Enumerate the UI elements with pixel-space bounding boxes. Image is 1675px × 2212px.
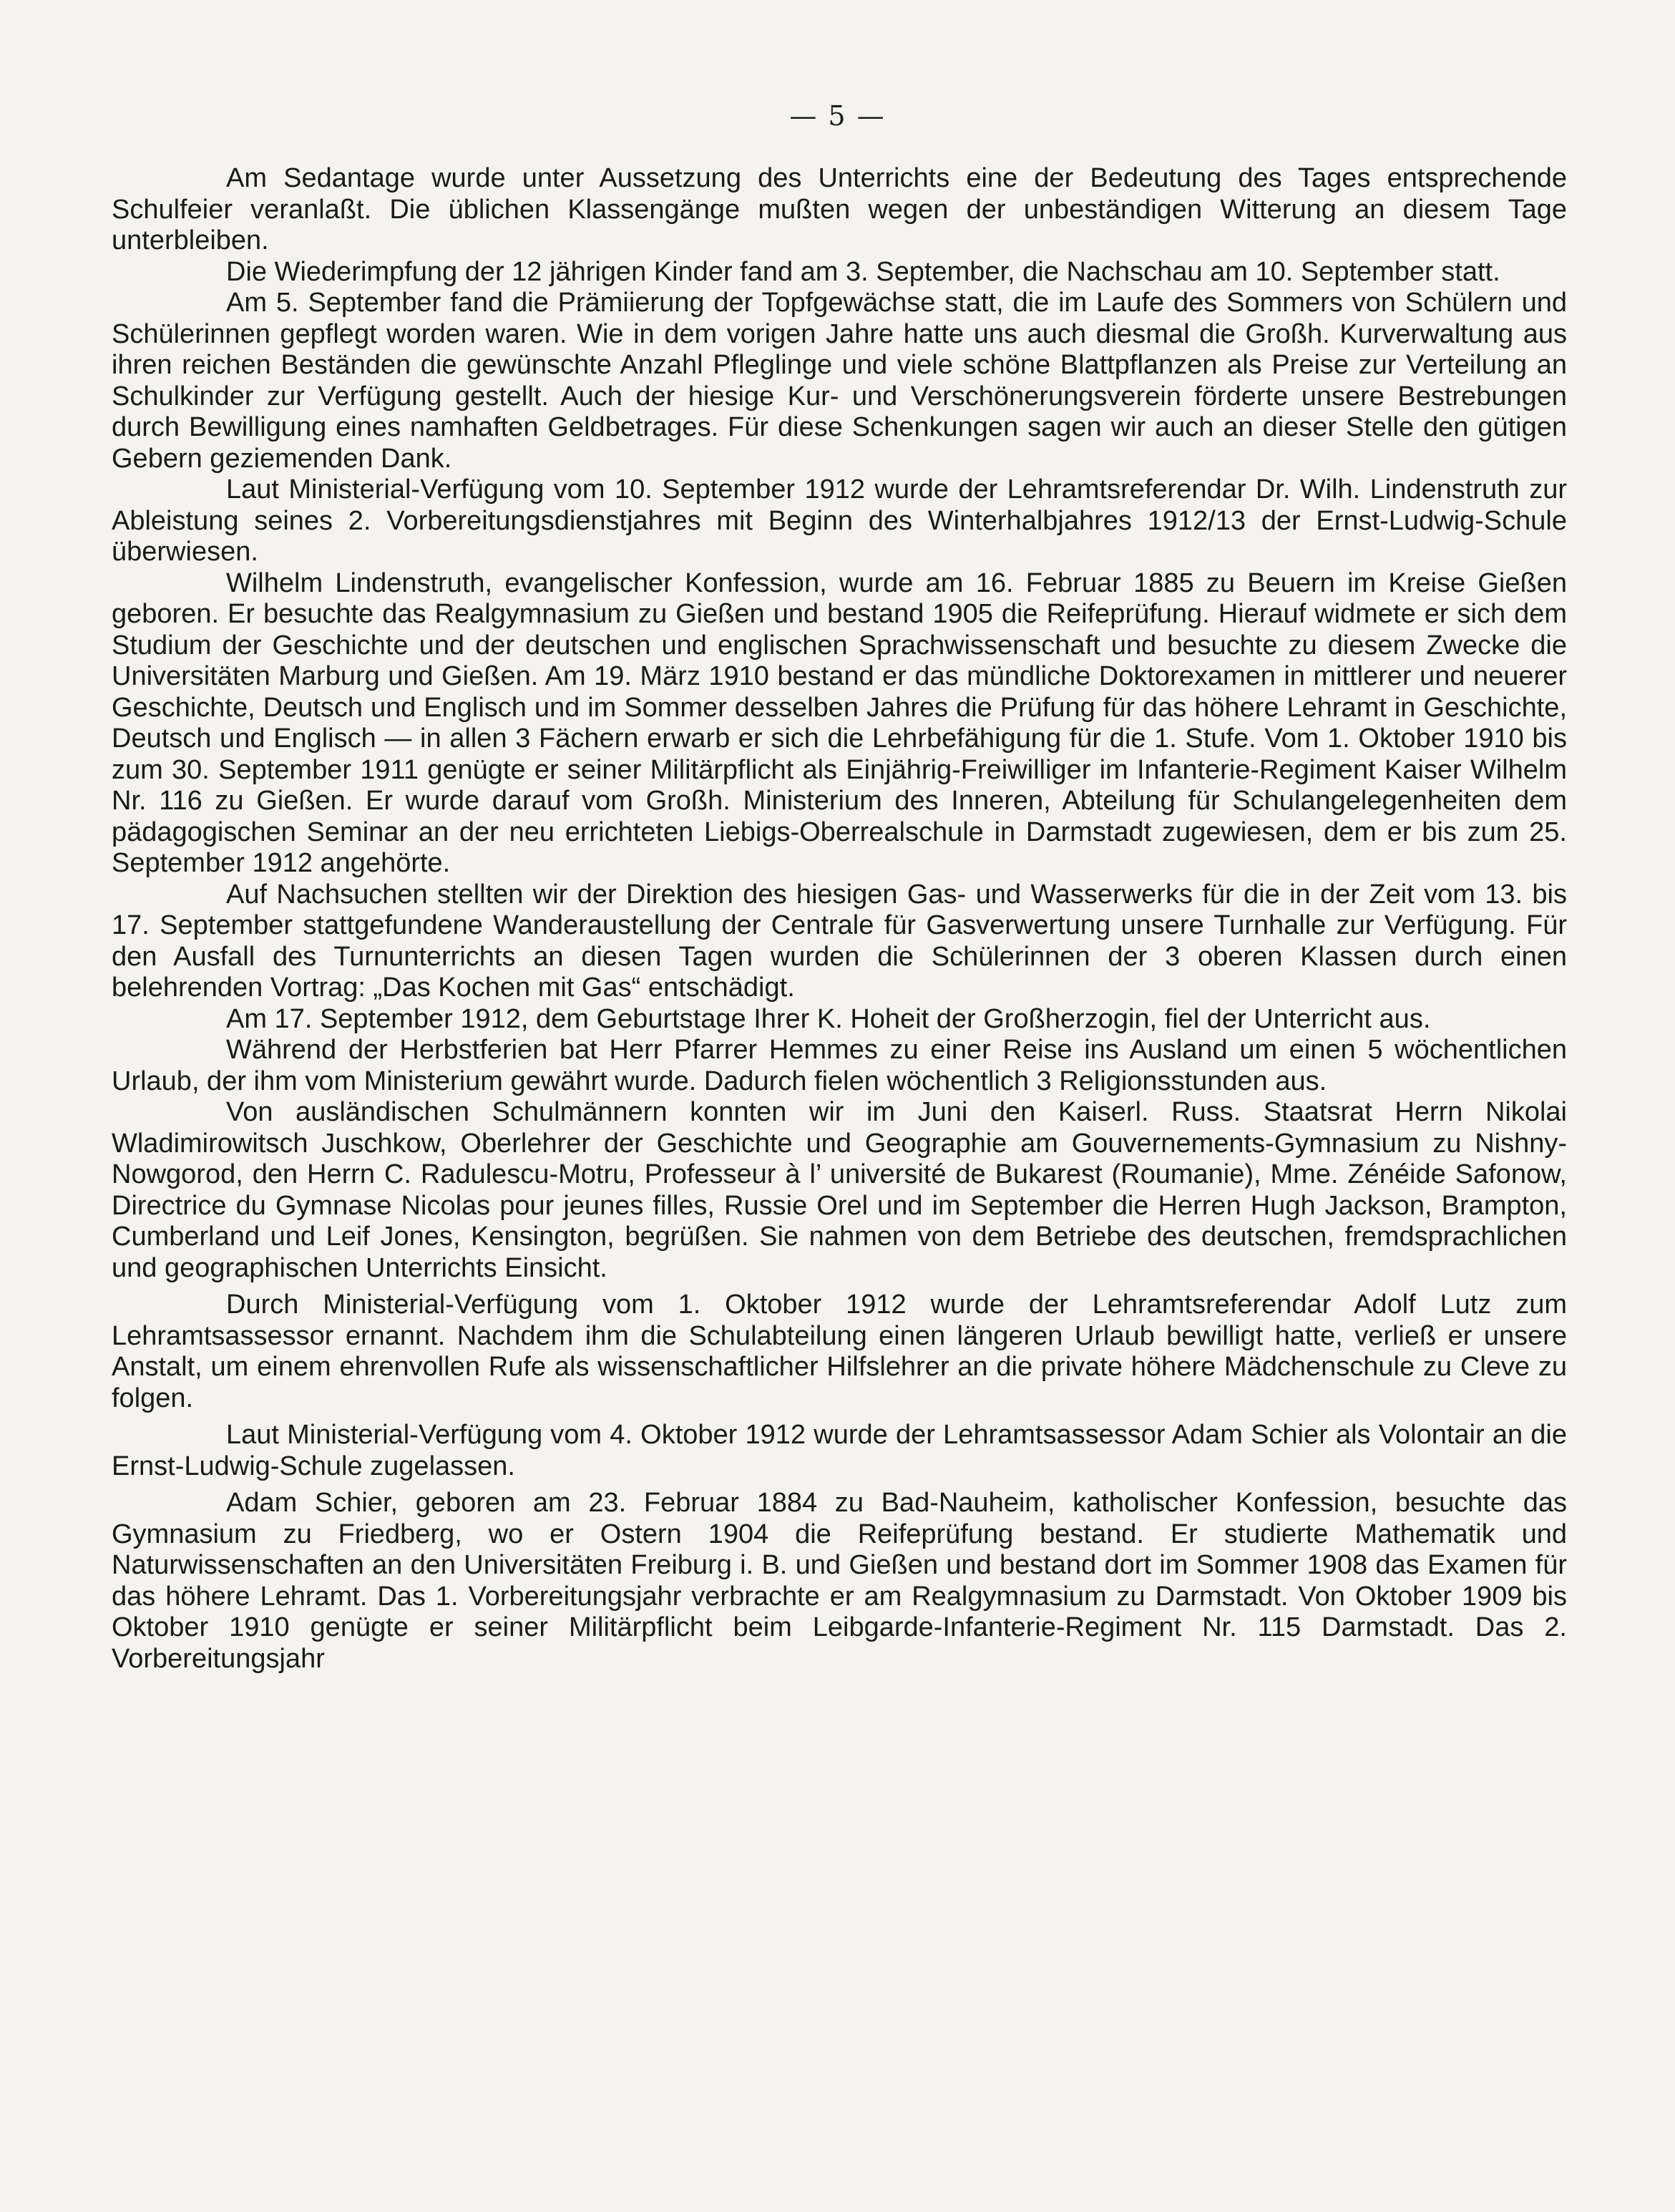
paragraph-lindenstruth-biographie: Wilhelm Lindenstruth, evangelischer Konfession, wurde am 16. Februar 1885 zu Beuern im Kreise Gießen geboren. Er besuchte das Realgymnasium zu Gießen und bestand 1905 die Reifeprüfung. Hierauf widmete er sich dem Studium der Geschichte und der deutschen und englischen Sprachwissenschaft und besuchte zu diesem Zwecke die Universitäten Marburg und Gießen. Am 19. März 1910 bestand er das mündliche Doktorexamen in mittlerer und neuerer Geschichte, Deutsch und Englisch und im Sommer desselben Jahres die Prüfung für das höhere Lehramt in Geschichte, Deutsch und Englisch — in allen 3 Fächern erwarb er sich die Lehrbefähigung für die 1. Stufe. Vom 1. Oktober 1910 bis zum 30. September 1911 genügte er seiner Militärpflicht als Einjährig-Freiwilliger im Infanterie-Regiment Kaiser Wilhelm Nr. 116 zu Gießen. Er wurde darauf vom Großh. Ministerium des Inneren, Abteilung für Schulangelegenheiten dem pädagogischen Seminar an der neu errichteten Liebigs-Oberrealschule in Darmstadt zugewiesen, dem er bis zum 25. September 1912 angehörte.	[112, 567, 1567, 878]
paragraph-praemiierung: Am 5. September fand die Prämiierung der Topfgewächse statt, die im Laufe des Sommers von Schülern und Schülerinnen gepflegt worden waren. Wie in dem vorigen Jahre hatte uns auch diesmal die Großh. Kurverwaltung aus ihren reichen Beständen die gewünschte Anzahl Pfleglinge und viele schöne Blattpflanzen als Preise zur Verteilung an Schulkinder zur Verfügung gestellt. Auch der hiesige Kur- und Verschönerungsverein förderte unsere Bestrebungen durch Bewilligung eines namhaften Geldbetrages. Für diese Schenkungen sagen wir auch an dieser Stelle den gütigen Gebern geziemenden Dank.	[112, 288, 1567, 474]
paragraph-auslaendische-besucher: Von ausländischen Schulmännern konnten wir im Juni den Kaiserl. Russ. Staatsrat Herrn Nikolai Wladimirowitsch Juschkow, Oberlehrer der Geschichte und Geographie am Gouvernements-Gymnasium zu Nishny- Nowgorod, den Herrn C. Radulescu-Motru, Professeur à l’ université de Bukarest (Roumanie), Mme. Zénéide Safonow, Directrice du Gymnase Nicolas pour jeunes filles, Russie Orel und im September die Herren Hugh Jackson, Brampton, Cumberland und Leif Jones, Kensington, begrüßen. Sie nahmen von dem Betriebe des deutschen, fremdsprachlichen und geographischen Unterrichts Einsicht.	[112, 1097, 1567, 1283]
page-number: — 5 —	[789, 100, 886, 132]
paragraph-herbstferien: Während der Herbstferien bat Herr Pfarrer Hemmes zu einer Reise ins Ausland um einen 5 wöchentlichen Urlaub, der ihm vom Ministerium gewährt wurde. Dadurch fielen wöchentlich 3 Religionsstunden aus.	[112, 1035, 1567, 1096]
paragraph-schier-verfuegung: Laut Ministerial-Verfügung vom 4. Oktober 1912 wurde der Lehramtsassessor Adam Schier als Volontair an die Ernst-Ludwig-Schule zugelassen.	[112, 1420, 1567, 1481]
paragraph-sedantag: Am Sedantage wurde unter Aussetzung des Unterrichts eine der Bedeutung des Tages entsprechende Schulfeier veranlaßt. Die üblichen Klassengänge mußten wegen der unbeständigen Witterung an diesem Tage unterbleiben.	[112, 163, 1567, 255]
paragraph-wanderausstellung: Auf Nachsuchen stellten wir der Direktion des hiesigen Gas- und Wasserwerks für die in der Zeit vom 13. bis 17. September stattgefundene Wanderaustellung der Centrale für Gasverwertung unsere Turnhalle zur Verfügung. Für den Ausfall des Turnunterrichts an diesen Tagen wurden die Schülerinnen der 3 oberen Klassen durch einen belehrenden Vortrag: „Das Kochen mit Gas“ entschädigt.	[112, 879, 1567, 1003]
paragraph-wiederimpfung: Die Wiederimpfung der 12 jährigen Kinder fand am 3. September, die Nachschau am 10. September statt.	[226, 256, 1500, 287]
paragraph-schier-biographie: Adam Schier, geboren am 23. Februar 1884 zu Bad-Nauheim, katholischer Konfession, besuchte das Gymnasium zu Friedberg, wo er Ostern 1904 die Reifeprüfung bestand. Er studierte Mathematik und Naturwissenschaften an den Universitäten Freiburg i. B. und Gießen und bestand dort im Sommer 1908 das Examen für das höhere Lehramt. Das 1. Vorbereitungsjahr verbrachte er am Realgymnasium zu Darmstadt. Von Oktober 1909 bis Oktober 1910 genügte er seiner Militärpflicht beim Leibgarde-Infanterie-Regiment Nr. 115 Darmstadt. Das 2. Vorbereitungsjahr	[112, 1488, 1567, 1674]
paragraph-lindenstruth-verfuegung: Laut Ministerial-Verfügung vom 10. September 1912 wurde der Lehramtsreferendar Dr. Wilh. Lindenstruth zur Ableistung seines 2. Vorbereitungsdienstjahres mit Beginn des Winterhalbjahres 1912/13 der Ernst-Ludwig-Schule überwiesen.	[112, 474, 1567, 567]
body-text	[112, 163, 1567, 1675]
paragraph-lutz: Durch Ministerial-Verfügung vom 1. Oktober 1912 wurde der Lehramtsreferendar Adolf Lutz zum Lehramtsassessor ernannt. Nachdem ihm die Schulabteilung einen längeren Urlaub bewilligt hatte, verließ er unsere Anstalt, um einem ehrenvollen Rufe als wissenschaftlicher Hilfslehrer an die private höhere Mädchenschule zu Cleve zu folgen.	[112, 1290, 1567, 1413]
paragraph-geburtstag: Am 17. September 1912, dem Geburtstage Ihrer K. Hoheit der Großherzogin, fiel der Unterricht aus.	[226, 1003, 1431, 1034]
